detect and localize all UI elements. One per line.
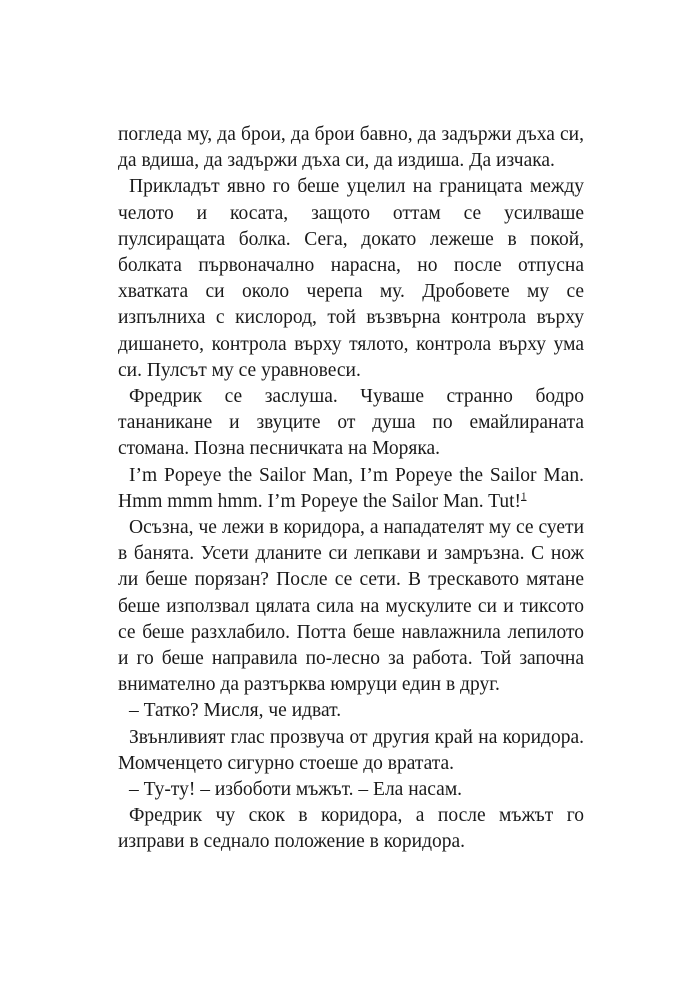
paragraph-5: Осъзна, че лежи в коридора, а нападателят му се суети в банята. Усети дланите си лепкави и замръзна. С нож ли беше порязан? После се сети. В трескавото мятане беше използвал цялата сила на мускулите си и тиксото се беше разхлабило. Потта беше навлажнила лепилото и го беше направила по-лесно за работа. Той започна внимателно да разтърква юмруци един в друг. [118, 517, 584, 696]
footnote-ref-link[interactable]: 1 [521, 490, 527, 503]
paragraph-7: Звънливият глас прозвуча от другия край на коридора. Момченцето сигурно стоеше до вратата. [118, 726, 584, 774]
paragraph-6: – Татко? Мисля, че идват. [129, 700, 342, 722]
page-body [118, 122, 584, 856]
paragraph-4 [118, 463, 584, 515]
paragraph-2: Прикладът явно го беше уцелил на границата между челото и косата, защото оттам се усилваше пулсиращата болка. Сега, докато лежеше в покой, болката първоначално нарасна, но после отпусна хватката си около черепа му. Дробовете му се изпълниха с кислород, той възвърна контрола върху дишането, контрола върху тялото, контрола върху ума си. Пулсът му се уравновеси. [118, 176, 584, 381]
song-lyrics: I’m Popeye the Sailor Man, I’m Popeye the Sailor Man. Hmm mmm hmm. I’m Popeye the Sailor Man. Tut! [118, 464, 584, 512]
paragraph-9: Фредрик чу скок в коридора, а после мъжът го изправи в седнало положение в коридора. [118, 805, 584, 853]
paragraph-3: Фредрик се заслуша. Чуваше странно бодро тананикане и звуците от душа по емайлираната стомана. Позна песничката на Моряка. [118, 386, 584, 460]
paragraph-1: погледа му, да брои, да брои бавно, да задържи дъха си, да вдиша, да задържи дъха си, да издиша. Да изчака. [118, 124, 584, 172]
paragraph-8: – Ту-ту! – избоботи мъжът. – Ела насам. [129, 779, 463, 801]
